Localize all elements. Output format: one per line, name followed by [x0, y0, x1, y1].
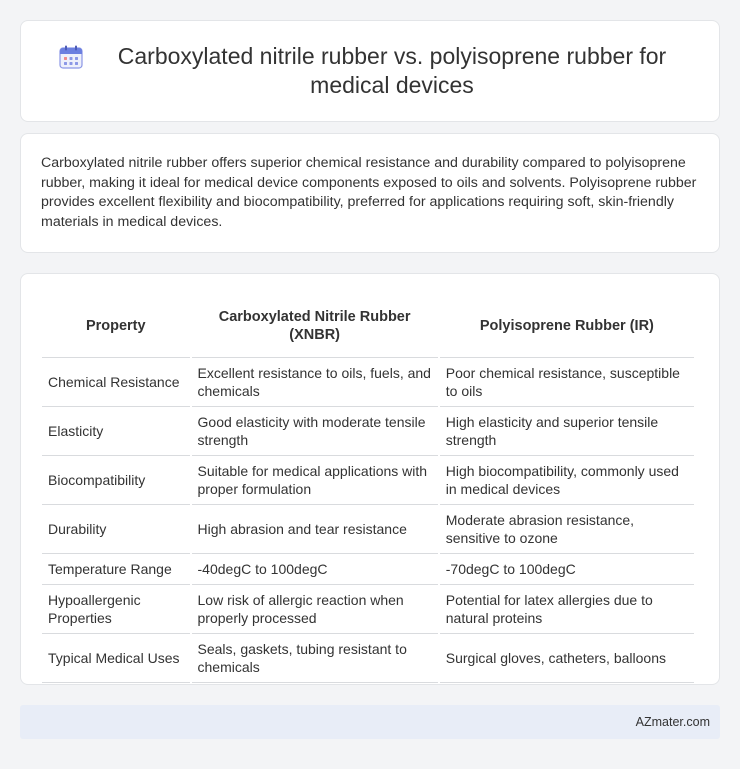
xnbr-cell: Seals, gaskets, tubing resistant to chemicals: [192, 634, 438, 683]
page-title: Carboxylated nitrile rubber vs. polyisoprene rubber for medical devices: [117, 43, 667, 98]
footer-brand-link[interactable]: AZmater.com: [635, 715, 710, 729]
table-row: [42, 456, 694, 505]
ir-cell: -70degC to 100degC: [440, 554, 694, 585]
ir-cell: Surgical gloves, catheters, balloons: [440, 634, 694, 683]
intro-paragraph: Carboxylated nitrile rubber offers superior chemical resistance and durability compared to polyisoprene rubber, making it ideal for medical device components exposed to oils and solvents. Polyisoprene rubber provides excellent flexibility and biocompatibility, preferred for applications requiring soft, skin-friendly materials in medical devices.: [41, 155, 697, 230]
xnbr-cell: Excellent resistance to oils, fuels, and chemicals: [192, 358, 438, 407]
property-cell: Typical Medical Uses: [42, 634, 190, 683]
header-xnbr: Carboxylated Nitrile Rubber (XNBR): [192, 294, 438, 358]
ir-cell: High elasticity and superior tensile strength: [440, 407, 694, 456]
title-card: [20, 20, 720, 122]
table-row: [42, 634, 694, 683]
calendar-icon: [58, 44, 84, 70]
property-cell: Elasticity: [42, 407, 190, 456]
xnbr-cell: -40degC to 100degC: [192, 554, 438, 585]
property-cell: Temperature Range: [42, 554, 190, 585]
table-header-row: [42, 294, 694, 358]
property-cell: Hypoallergenic Properties: [42, 585, 190, 634]
table-row: [42, 407, 694, 456]
table-row: [42, 505, 694, 554]
ir-cell: Poor chemical resistance, susceptible to oils: [440, 358, 694, 407]
table-row: [42, 585, 694, 634]
property-cell: Chemical Resistance: [42, 358, 190, 407]
header-ir: Polyisoprene Rubber (IR): [440, 294, 694, 358]
ir-cell: High biocompatibility, commonly used in medical devices: [440, 456, 694, 505]
property-cell: Biocompatibility: [42, 456, 190, 505]
intro-card: [20, 133, 720, 253]
xnbr-cell: Good elasticity with moderate tensile strength: [192, 407, 438, 456]
table-row: [42, 554, 694, 585]
comparison-card: [20, 273, 720, 685]
title-wrap: [58, 42, 682, 100]
header-property: Property: [42, 294, 190, 358]
ir-cell: Potential for latex allergies due to natural proteins: [440, 585, 694, 634]
comparison-table: [40, 294, 696, 683]
table-row: [42, 358, 694, 407]
xnbr-cell: Low risk of allergic reaction when properly processed: [192, 585, 438, 634]
property-cell: Durability: [42, 505, 190, 554]
xnbr-cell: Suitable for medical applications with proper formulation: [192, 456, 438, 505]
footer-bar: [20, 705, 720, 739]
ir-cell: Moderate abrasion resistance, sensitive to ozone: [440, 505, 694, 554]
xnbr-cell: High abrasion and tear resistance: [192, 505, 438, 554]
